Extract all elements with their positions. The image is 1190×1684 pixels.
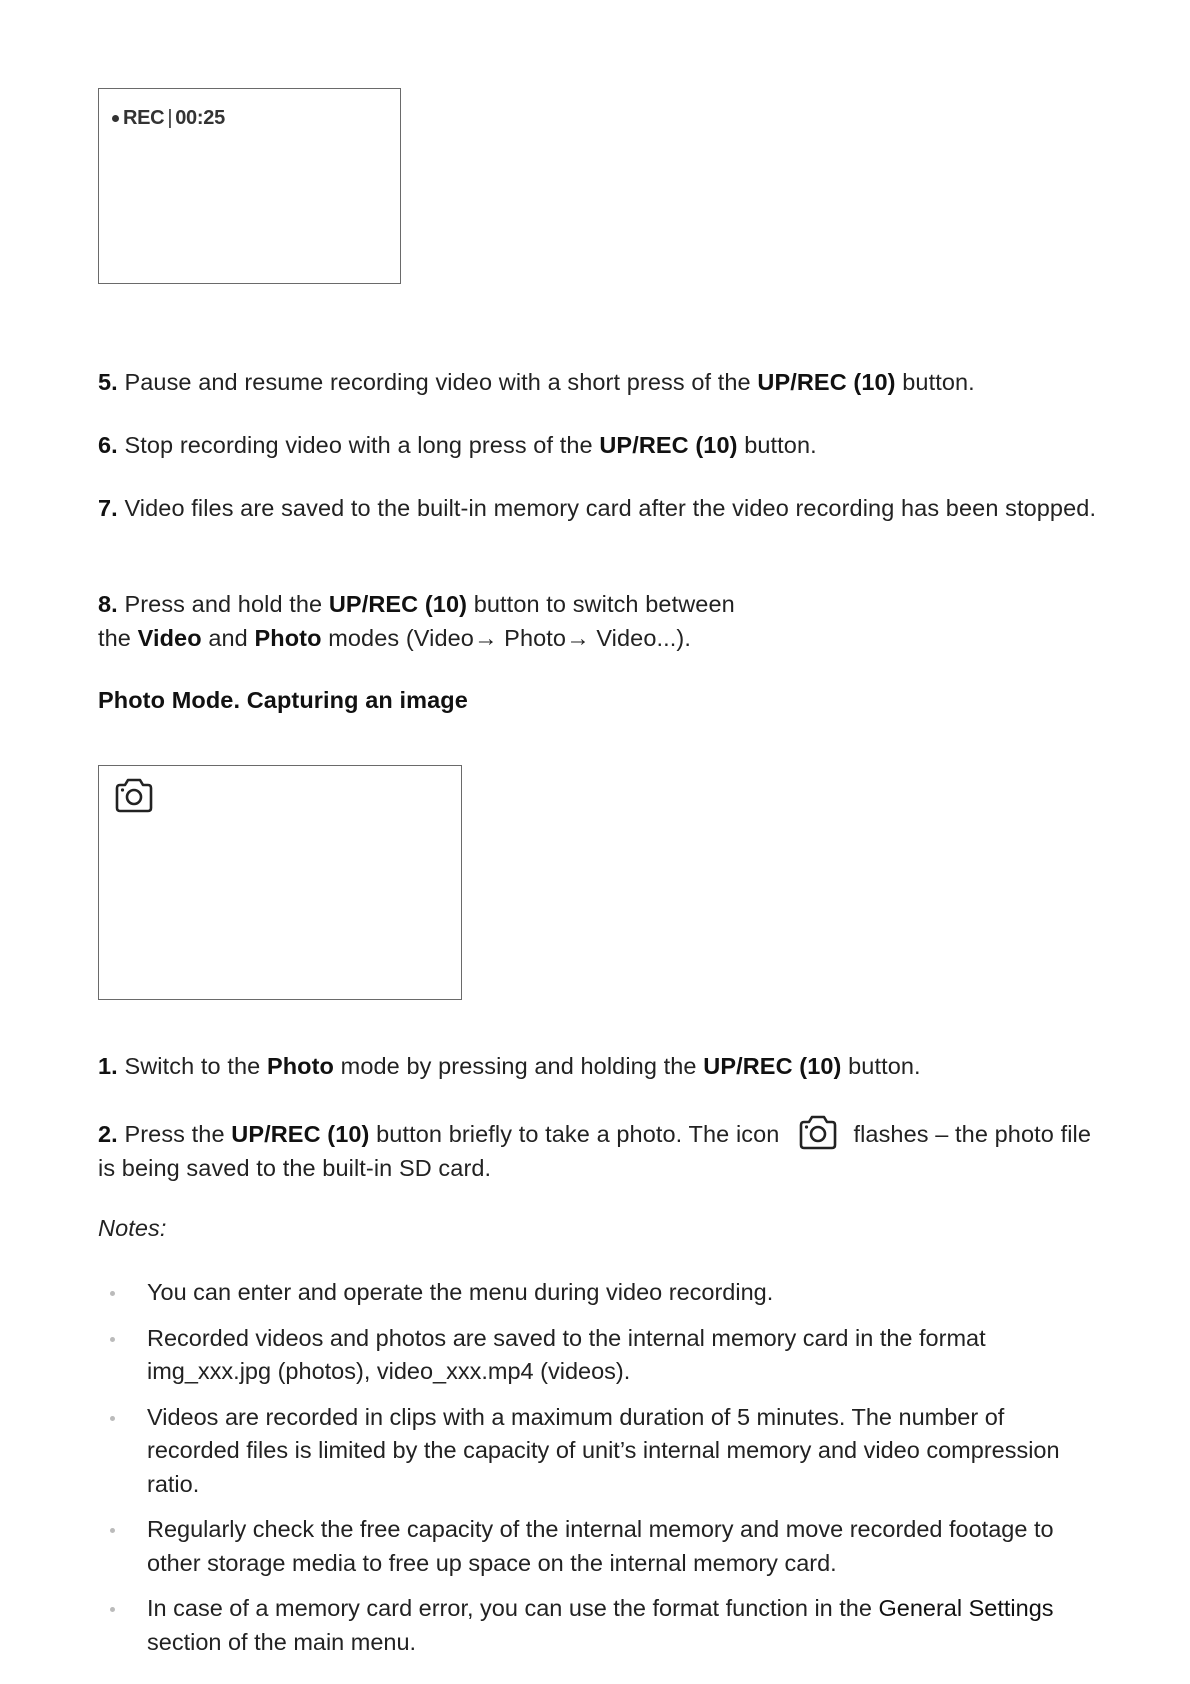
step-text: Stop recording video with a long press of the [124,432,593,458]
camera-icon [797,1115,839,1151]
note-text: Regularly check the free capacity of the internal memory and move recorded footage to other storage media to free up space on the internal memory card. [147,1516,1054,1576]
notes-list [98,1276,1098,1671]
section-ref: General Settings [878,1595,1054,1621]
note-text: In case of a memory card error, you can use the format function in the [147,1595,872,1621]
step-number: 7. [98,495,118,521]
button-ref: UP/REC (10) [703,1053,842,1079]
bullet-icon [110,1607,115,1612]
list-item [98,1276,1098,1310]
step-text: mode by pressing and holding the [340,1053,697,1079]
note-text: You can enter and operate the menu during video recording. [147,1279,774,1305]
list-item [98,1592,1098,1659]
step-text: button to switch between [473,591,735,617]
mode-ref: Photo [266,1053,335,1079]
step-8 [98,588,1098,655]
note-text: section of the main menu. [147,1628,417,1655]
step-number: 6. [98,432,118,458]
camera-icon [113,778,155,814]
recording-screen-illustration [98,88,401,284]
step-text: the [98,624,131,651]
list-item [98,1513,1098,1580]
list-item [98,1322,1098,1389]
step-text: flashes – the photo file is being saved to the built-in SD card. [98,1121,1092,1181]
step-7 [98,492,1098,526]
step-text: Switch to the [124,1053,261,1079]
button-ref: UP/REC (10) [599,432,738,458]
step-text: Pause and resume recording video with a short press of the [124,369,751,395]
note-text: Videos are recorded in clips with a maximum duration of 5 minutes. The number of recorded files is limited by the capacity of unit’s internal memory and video compression ratio. [147,1403,1060,1497]
bullet-icon [110,1291,115,1296]
step-number: 1. [98,1053,118,1079]
step-number: 8. [98,591,118,617]
button-ref: UP/REC (10) [328,591,468,617]
step-6 [98,429,1098,463]
mode-ref: Photo [254,624,322,651]
rec-separator: | [167,107,173,129]
step-text: Video files are saved to the built-in memory card after the video recording has been stopped. [124,495,1097,521]
step-text: button. [848,1053,921,1079]
note-text: Recorded videos and photos are saved to the internal memory card in the format img_xxx.jpg (photos), video_xxx.mp4 (videos). [147,1324,986,1384]
step-text: button. [744,432,817,458]
step-text: Press and hold the [124,591,323,617]
step-text: modes (Video→ Photo→ Video...). [328,624,691,651]
bullet-icon [110,1528,115,1533]
notes-label: Notes: [98,1215,167,1241]
step-text: Press the [124,1121,225,1147]
rec-time: 00:25 [175,107,225,129]
photo-screen-illustration [98,765,462,1000]
rec-indicator [112,107,225,130]
photo-step-2 [98,1118,1098,1185]
step-text: button briefly to take a photo. The icon [376,1121,780,1147]
step-text: and [208,624,248,651]
mode-ref: Video [137,624,202,651]
step-number: 2. [98,1121,118,1147]
step-number: 5. [98,369,118,395]
list-item [98,1401,1098,1502]
rec-label: REC [123,107,165,129]
bullet-icon [110,1416,115,1421]
photo-step-1 [98,1050,1098,1084]
photo-mode-heading: Photo Mode. Capturing an image [98,687,468,713]
bullet-icon [110,1337,115,1342]
step-5 [98,366,1098,400]
button-ref: UP/REC (10) [757,369,896,395]
button-ref: UP/REC (10) [231,1121,370,1147]
rec-dot-icon [112,115,119,122]
step-text: button. [902,369,975,395]
